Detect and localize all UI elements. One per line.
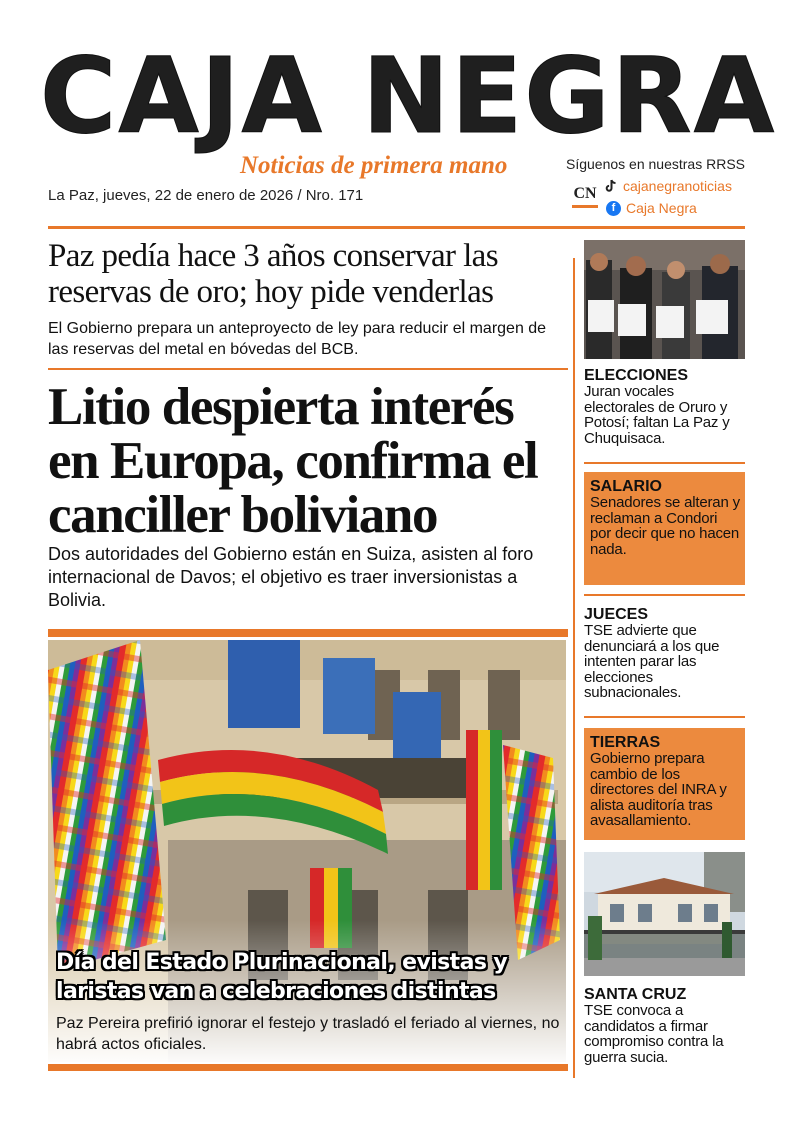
sidebar-divider: [573, 258, 575, 1078]
sidebar-item-text: TSE advierte que denunciará a los que intenten parar las elecciones subnacionales.: [584, 622, 720, 701]
cn-logo: CN: [572, 182, 598, 208]
sidebar-item-elecciones[interactable]: [584, 367, 745, 449]
facebook-link[interactable]: [606, 199, 766, 217]
sidebar-item-santa-cruz[interactable]: [584, 986, 745, 1068]
story1-deck: El Gobierno prepara un anteproyecto de ley para reducir el margen de las reservas del metal en bóvedas del BCB.: [48, 320, 547, 358]
story1-headline[interactable]: Paz pedía hace 3 años conservar las reservas de oro; hoy pide venderlas: [48, 238, 498, 310]
header-divider: [48, 226, 745, 229]
sidebar-item-title: SALARIO: [590, 478, 662, 495]
sidebar-item-text: Senadores se alteran y reclaman a Condori por decir que no hacen nada.: [590, 494, 740, 558]
tiktok-link[interactable]: [604, 177, 764, 195]
sidebar-item-title: ELECCIONES: [584, 367, 689, 384]
tagline: Noticias de primera mano: [240, 152, 508, 179]
sidebar-item-title: SANTA CRUZ: [584, 986, 687, 1003]
masthead-title: CAJA NEGRA: [40, 35, 777, 157]
social-title: Síguenos en nuestras RRSS: [566, 156, 745, 172]
tiktok-icon: [604, 179, 618, 193]
story1-divider: [48, 368, 568, 370]
sidebar-item-text: Juran vocales electorales de Oruro y Potosí; faltan La Paz y Chuquisaca.: [584, 383, 730, 447]
sidebar-item-salario[interactable]: [584, 472, 745, 585]
facebook-icon: f: [606, 201, 621, 216]
photo-top-bar: [48, 629, 568, 637]
sidebar-separator: [584, 462, 745, 464]
sidebar-separator: [584, 716, 745, 718]
photo-story-deck: Paz Pereira prefirió ignorar el festejo y trasladó el feriado al viernes, no habrá actos oficiales.: [56, 1015, 560, 1053]
sidebar-item-title: JUECES: [584, 606, 649, 623]
sidebar-item-tierras[interactable]: [584, 728, 745, 840]
tse-building-photo: [584, 852, 745, 976]
sidebar-item-jueces[interactable]: [584, 606, 745, 710]
story2-deck: Dos autoridades del Gobierno están en Suiza, asisten al foro internacional de Davos; el objetivo es traer inversionistas a Bolivia.: [48, 544, 534, 610]
vocales-photo: [584, 240, 745, 359]
sidebar-item-text: TSE convoca a candidatos a firmar compromiso contra la guerra sucia.: [584, 1002, 724, 1066]
sidebar-separator: [584, 594, 745, 596]
facebook-handle: Caja Negra: [626, 200, 697, 216]
sidebar-item-title: TIERRAS: [590, 734, 661, 751]
photo-story-headline[interactable]: Día del Estado Plurinacional, evistas y laristas van a celebraciones distintas: [56, 950, 508, 1004]
story2-headline[interactable]: Litio despierta interés en Europa, confirma el canciller boliviano: [48, 378, 538, 544]
dateline: La Paz, jueves, 22 de enero de 2026 / Nro. 171: [48, 187, 364, 204]
photo-bottom-bar: [48, 1064, 568, 1071]
sidebar-item-text: Gobierno prepara cambio de los directores del INRA y alista auditoría tras avasallamiento.: [590, 750, 727, 829]
tiktok-handle: cajanegranoticias: [623, 178, 732, 194]
